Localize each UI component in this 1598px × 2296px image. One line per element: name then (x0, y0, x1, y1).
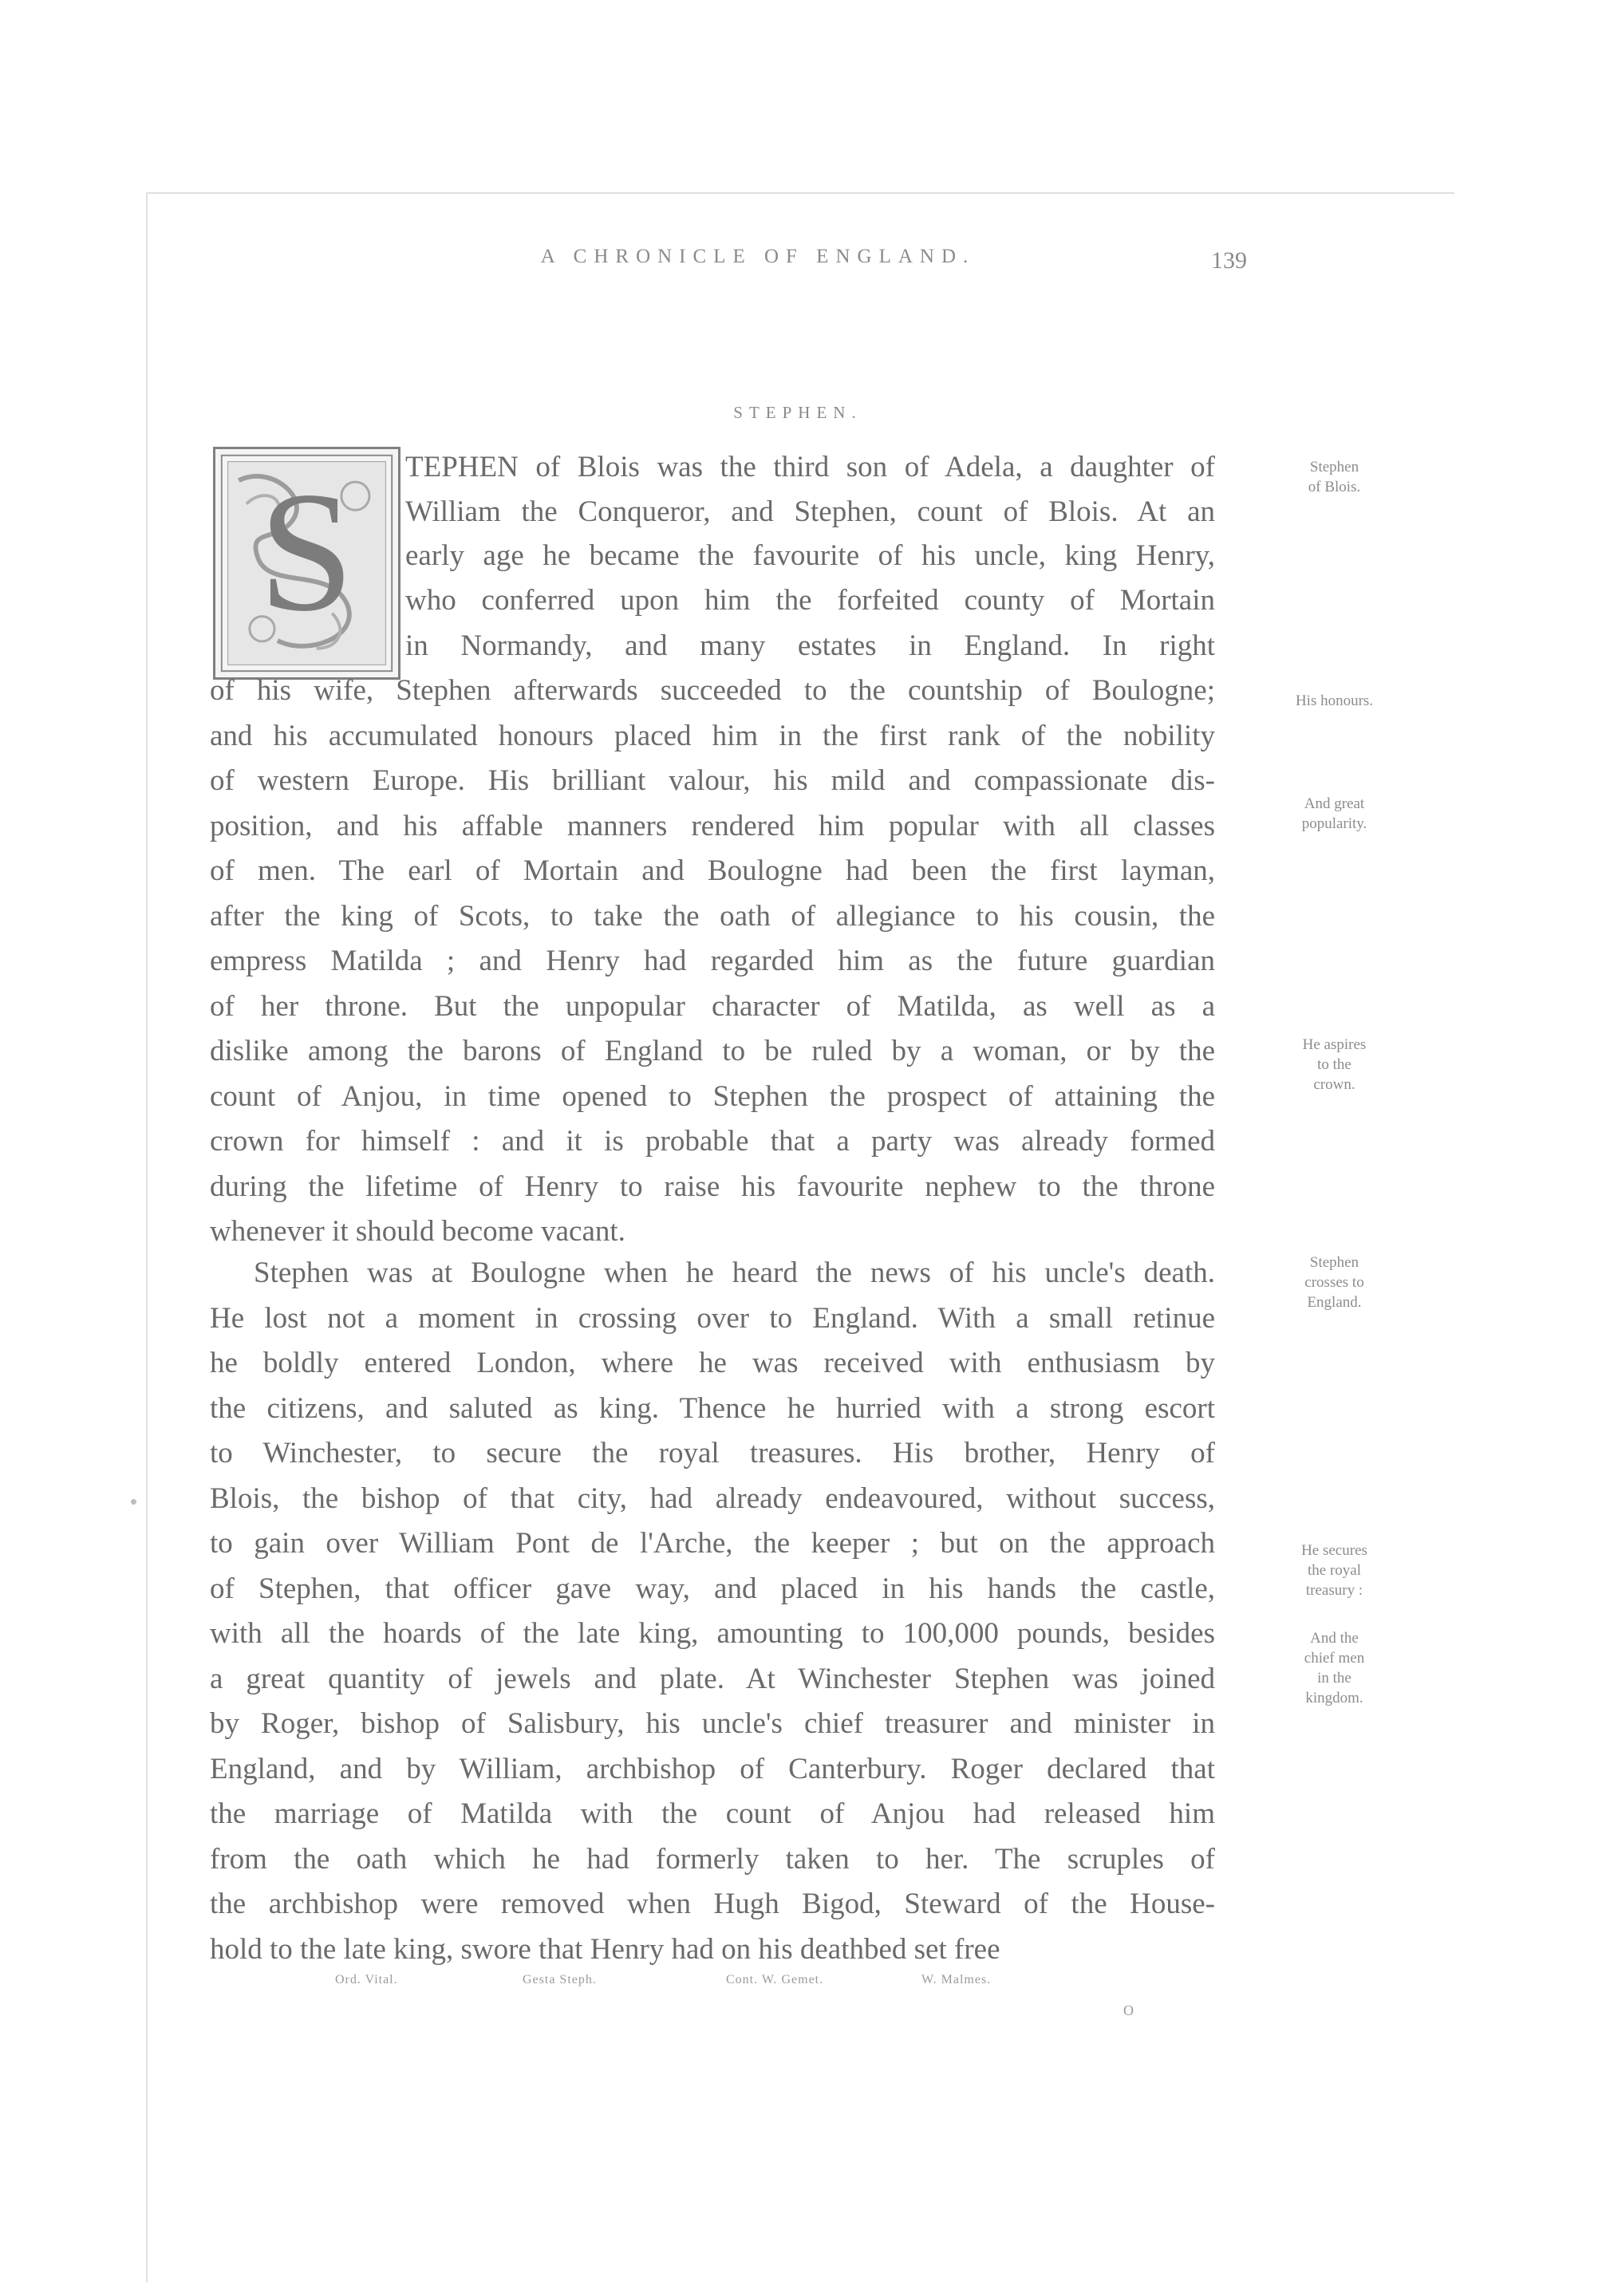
footnote-reference: Cont. W. Gemet. (726, 1973, 824, 1986)
footnote-reference: W. Malmes. (921, 1973, 992, 1986)
body-text-line: of his wife, Stephen afterwards succeeded to the countship of Boulogne; (210, 674, 1215, 707)
body-text-line: who conferred upon him the forfeited county of Mortain (405, 584, 1215, 617)
body-text-line: the marriage of Matilda with the count of Anjou had released him (210, 1797, 1215, 1830)
body-text-line: England, and by William, archbishop of Canterbury. Roger declared that (210, 1753, 1215, 1785)
body-text-line: whenever it should become vacant. (210, 1215, 625, 1248)
marginal-note-line: England. (1307, 1294, 1362, 1311)
body-text-line: position, and his affable manners rendered him popular with all classes (210, 810, 1215, 842)
marginal-note (1249, 1035, 1420, 1095)
body-text-line: in Normandy, and many estates in England. In right (405, 629, 1215, 662)
ornament-icon (215, 449, 398, 677)
plate-border-top (146, 192, 1454, 194)
marginal-note-line: And the (1310, 1630, 1359, 1647)
footnote-reference: Ord. Vital. (335, 1973, 398, 1986)
body-text-line: with all the hoards of the late king, amounting to 100,000 pounds, besides (210, 1617, 1215, 1650)
marginal-note-line: the royal (1307, 1562, 1361, 1579)
marginal-note (1249, 457, 1420, 497)
body-text-line: during the lifetime of Henry to raise his favourite nephew to the throne (210, 1170, 1215, 1203)
marginal-note-line: treasury : (1305, 1582, 1363, 1599)
marginal-note-line: crown. (1313, 1076, 1355, 1093)
body-text-line: the archbishop were removed when Hugh Bigod, Steward of the House- (210, 1888, 1215, 1920)
body-text-line: after the king of Scots, to take the oath of allegiance to his cousin, the (210, 900, 1215, 933)
body-text-line: by Roger, bishop of Salisbury, his uncle's chief treasurer and minister in (210, 1707, 1215, 1740)
body-text-line: from the oath which he had formerly taken to her. The scruples of (210, 1843, 1215, 1876)
marginal-note-line: And great (1304, 795, 1365, 812)
footnote-reference: Gesta Steph. (523, 1973, 597, 1986)
plate-border-left (146, 192, 148, 2282)
body-text-line: He lost not a moment in crossing over to England. With a small retinue (210, 1302, 1215, 1335)
body-text-line: of western Europe. His brilliant valour, his mild and compassionate dis- (210, 764, 1215, 797)
body-text-line: of Stephen, that officer gave way, and placed in his hands the castle, (210, 1572, 1215, 1605)
body-text-line: a great quantity of jewels and plate. At Winchester Stephen was joined (210, 1663, 1215, 1695)
body-text-line: of her throne. But the unpopular character of Matilda, as well as a (210, 990, 1215, 1023)
body-text-line: Blois, the bishop of that city, had already endeavoured, without success, (210, 1482, 1215, 1515)
marginal-note-line: chief men (1304, 1650, 1365, 1667)
marginal-note (1249, 794, 1420, 834)
body-text-line: TEPHEN of Blois was the third son of Adela, a daughter of (405, 451, 1215, 483)
marginal-note-line: popularity. (1301, 815, 1367, 832)
body-text-line: he boldly entered London, where he was received with enthusiasm by (210, 1347, 1215, 1379)
body-text-line: count of Anjou, in time opened to Stephen the prospect of attaining the (210, 1080, 1215, 1113)
marginal-note (1249, 691, 1420, 711)
marginal-note (1249, 1253, 1420, 1312)
paper-speck (131, 1499, 136, 1505)
running-head: A CHRONICLE OF ENGLAND. (540, 246, 976, 267)
body-text-line: dislike among the barons of England to be ruled by a woman, or by the (210, 1035, 1215, 1067)
marginal-note-line: He secures (1301, 1542, 1367, 1559)
marginal-note-line: in the (1317, 1670, 1351, 1686)
signature-mark: O (1123, 2002, 1134, 2018)
drop-capital-letter: S (258, 456, 354, 647)
section-title: STEPHEN. (733, 403, 862, 422)
body-text-line: to gain over William Pont de l'Arche, the keeper ; but on the approach (210, 1527, 1215, 1560)
body-text-line: the citizens, and saluted as king. Thence he hurried with a strong escort (210, 1392, 1215, 1425)
footnote-references (335, 1973, 1181, 1997)
page-number: 139 (1211, 247, 1247, 274)
body-text-line: crown for himself : and it is probable that a party was already formed (210, 1125, 1215, 1158)
body-text-line: William the Conqueror, and Stephen, count of Blois. At an (405, 495, 1215, 528)
marginal-note-line: kingdom. (1305, 1690, 1363, 1706)
body-text-line: Stephen was at Boulogne when he heard the news of his uncle's death. (254, 1256, 1215, 1289)
body-text-line: of men. The earl of Mortain and Boulogne had been the first layman, (210, 854, 1215, 887)
body-text-line: to Winchester, to secure the royal treasures. His brother, Henry of (210, 1437, 1215, 1470)
marginal-note-line: He aspires (1302, 1036, 1367, 1053)
marginal-note (1249, 1628, 1420, 1708)
marginal-note-line: His honours. (1295, 692, 1374, 709)
marginal-note-line: of Blois. (1308, 479, 1361, 495)
body-text-line: hold to the late king, swore that Henry had on his deathbed set free (210, 1933, 1000, 1966)
drop-capital-s-ornament (213, 447, 400, 680)
marginal-note-line: Stephen (1309, 1254, 1359, 1271)
body-text-line: early age he became the favourite of his uncle, king Henry, (405, 539, 1215, 572)
marginal-note-line: crosses to (1304, 1274, 1364, 1291)
body-text-line: and his accumulated honours placed him in the first rank of the nobility (210, 720, 1215, 752)
body-text-line: empress Matilda ; and Henry had regarded him as the future guardian (210, 945, 1215, 977)
marginal-note (1249, 1541, 1420, 1600)
marginal-note-line: Stephen (1309, 459, 1359, 475)
marginal-note-line: to the (1317, 1056, 1351, 1073)
